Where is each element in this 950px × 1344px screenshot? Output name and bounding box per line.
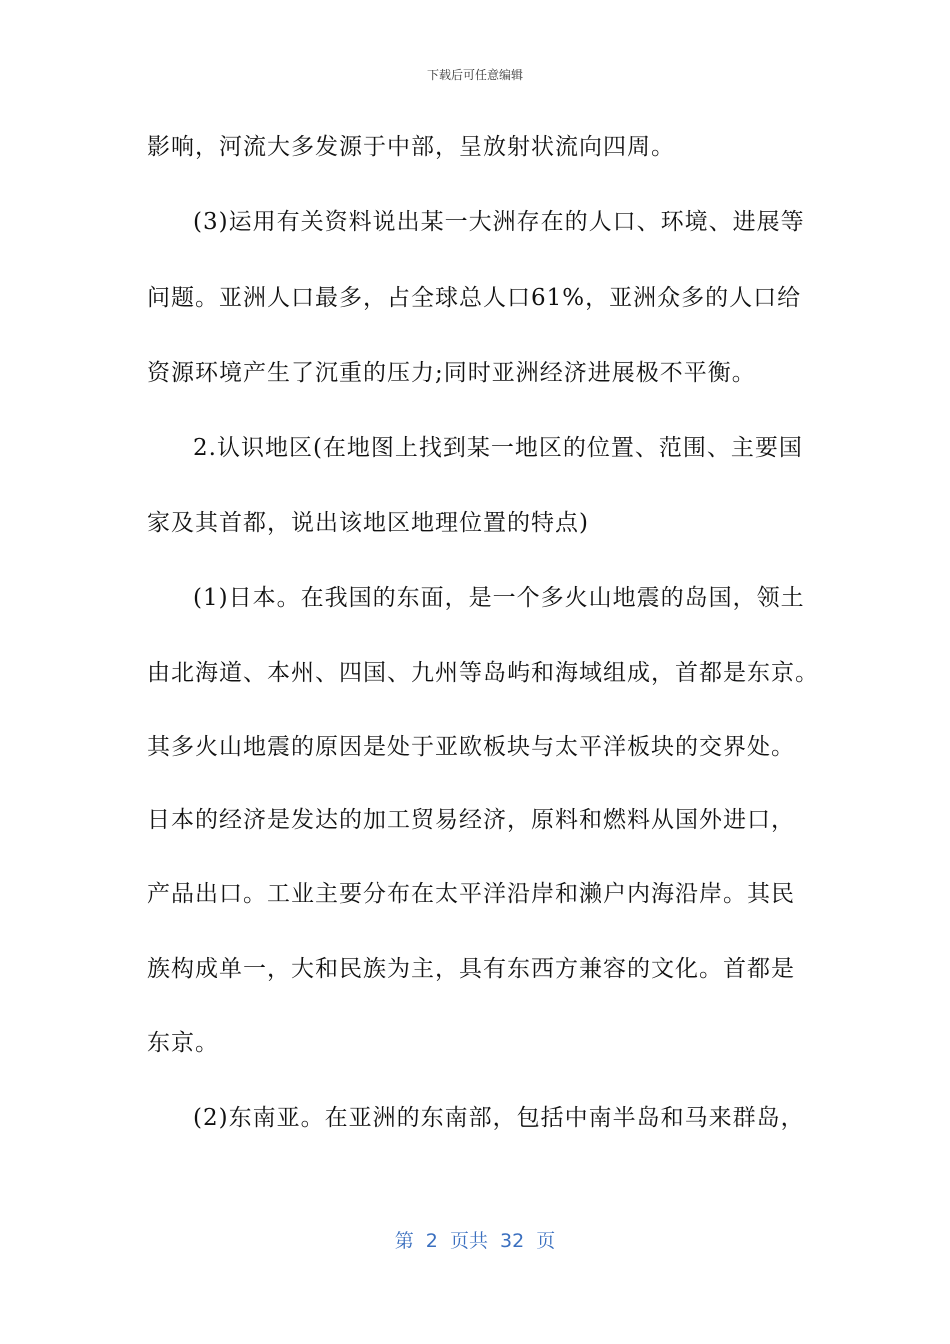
text-line: (2)东南亚。在亚洲的东南部，包括中南半岛和马来群岛， <box>193 1105 805 1131</box>
text-line: 日本的经济是发达的加工贸易经济，原料和燃料从国外进口， <box>147 807 795 833</box>
page-number: 第 2 页共 32 页 <box>394 1230 556 1252</box>
text-line: 其多火山地震的原因是处于亚欧板块与太平洋板块的交界处。 <box>147 734 795 760</box>
text-line: 由北海道、本州、四国、九州等岛屿和海域组成，首都是东京。 <box>147 660 819 686</box>
text-line: 资源环境产生了沉重的压力;同时亚洲经济进展极不平衡。 <box>147 360 756 386</box>
header-note: 下载后可任意编辑 <box>426 68 523 82</box>
text-line: 东京。 <box>147 1030 219 1056</box>
text-line: 家及其首都，说出该地区地理位置的特点) <box>147 510 589 536</box>
text-line: 族构成单一，大和民族为主，具有东西方兼容的文化。首都是 <box>147 956 795 982</box>
text-line: 问题。亚洲人口最多，占全球总人口61%，亚洲众多的人口给 <box>147 285 802 311</box>
text-line: 影响，河流大多发源于中部，呈放射状流向四周。 <box>147 134 675 160</box>
text-line: 产品出口。工业主要分布在太平洋沿岸和濑户内海沿岸。其民 <box>147 881 795 907</box>
text-line: (1)日本。在我国的东面，是一个多火山地震的岛国，领土 <box>193 585 805 611</box>
text-line: (3)运用有关资料说出某一大洲存在的人口、环境、进展等 <box>193 209 805 235</box>
text-line: 2.认识地区(在地图上找到某一地区的位置、范围、主要国 <box>193 435 803 461</box>
